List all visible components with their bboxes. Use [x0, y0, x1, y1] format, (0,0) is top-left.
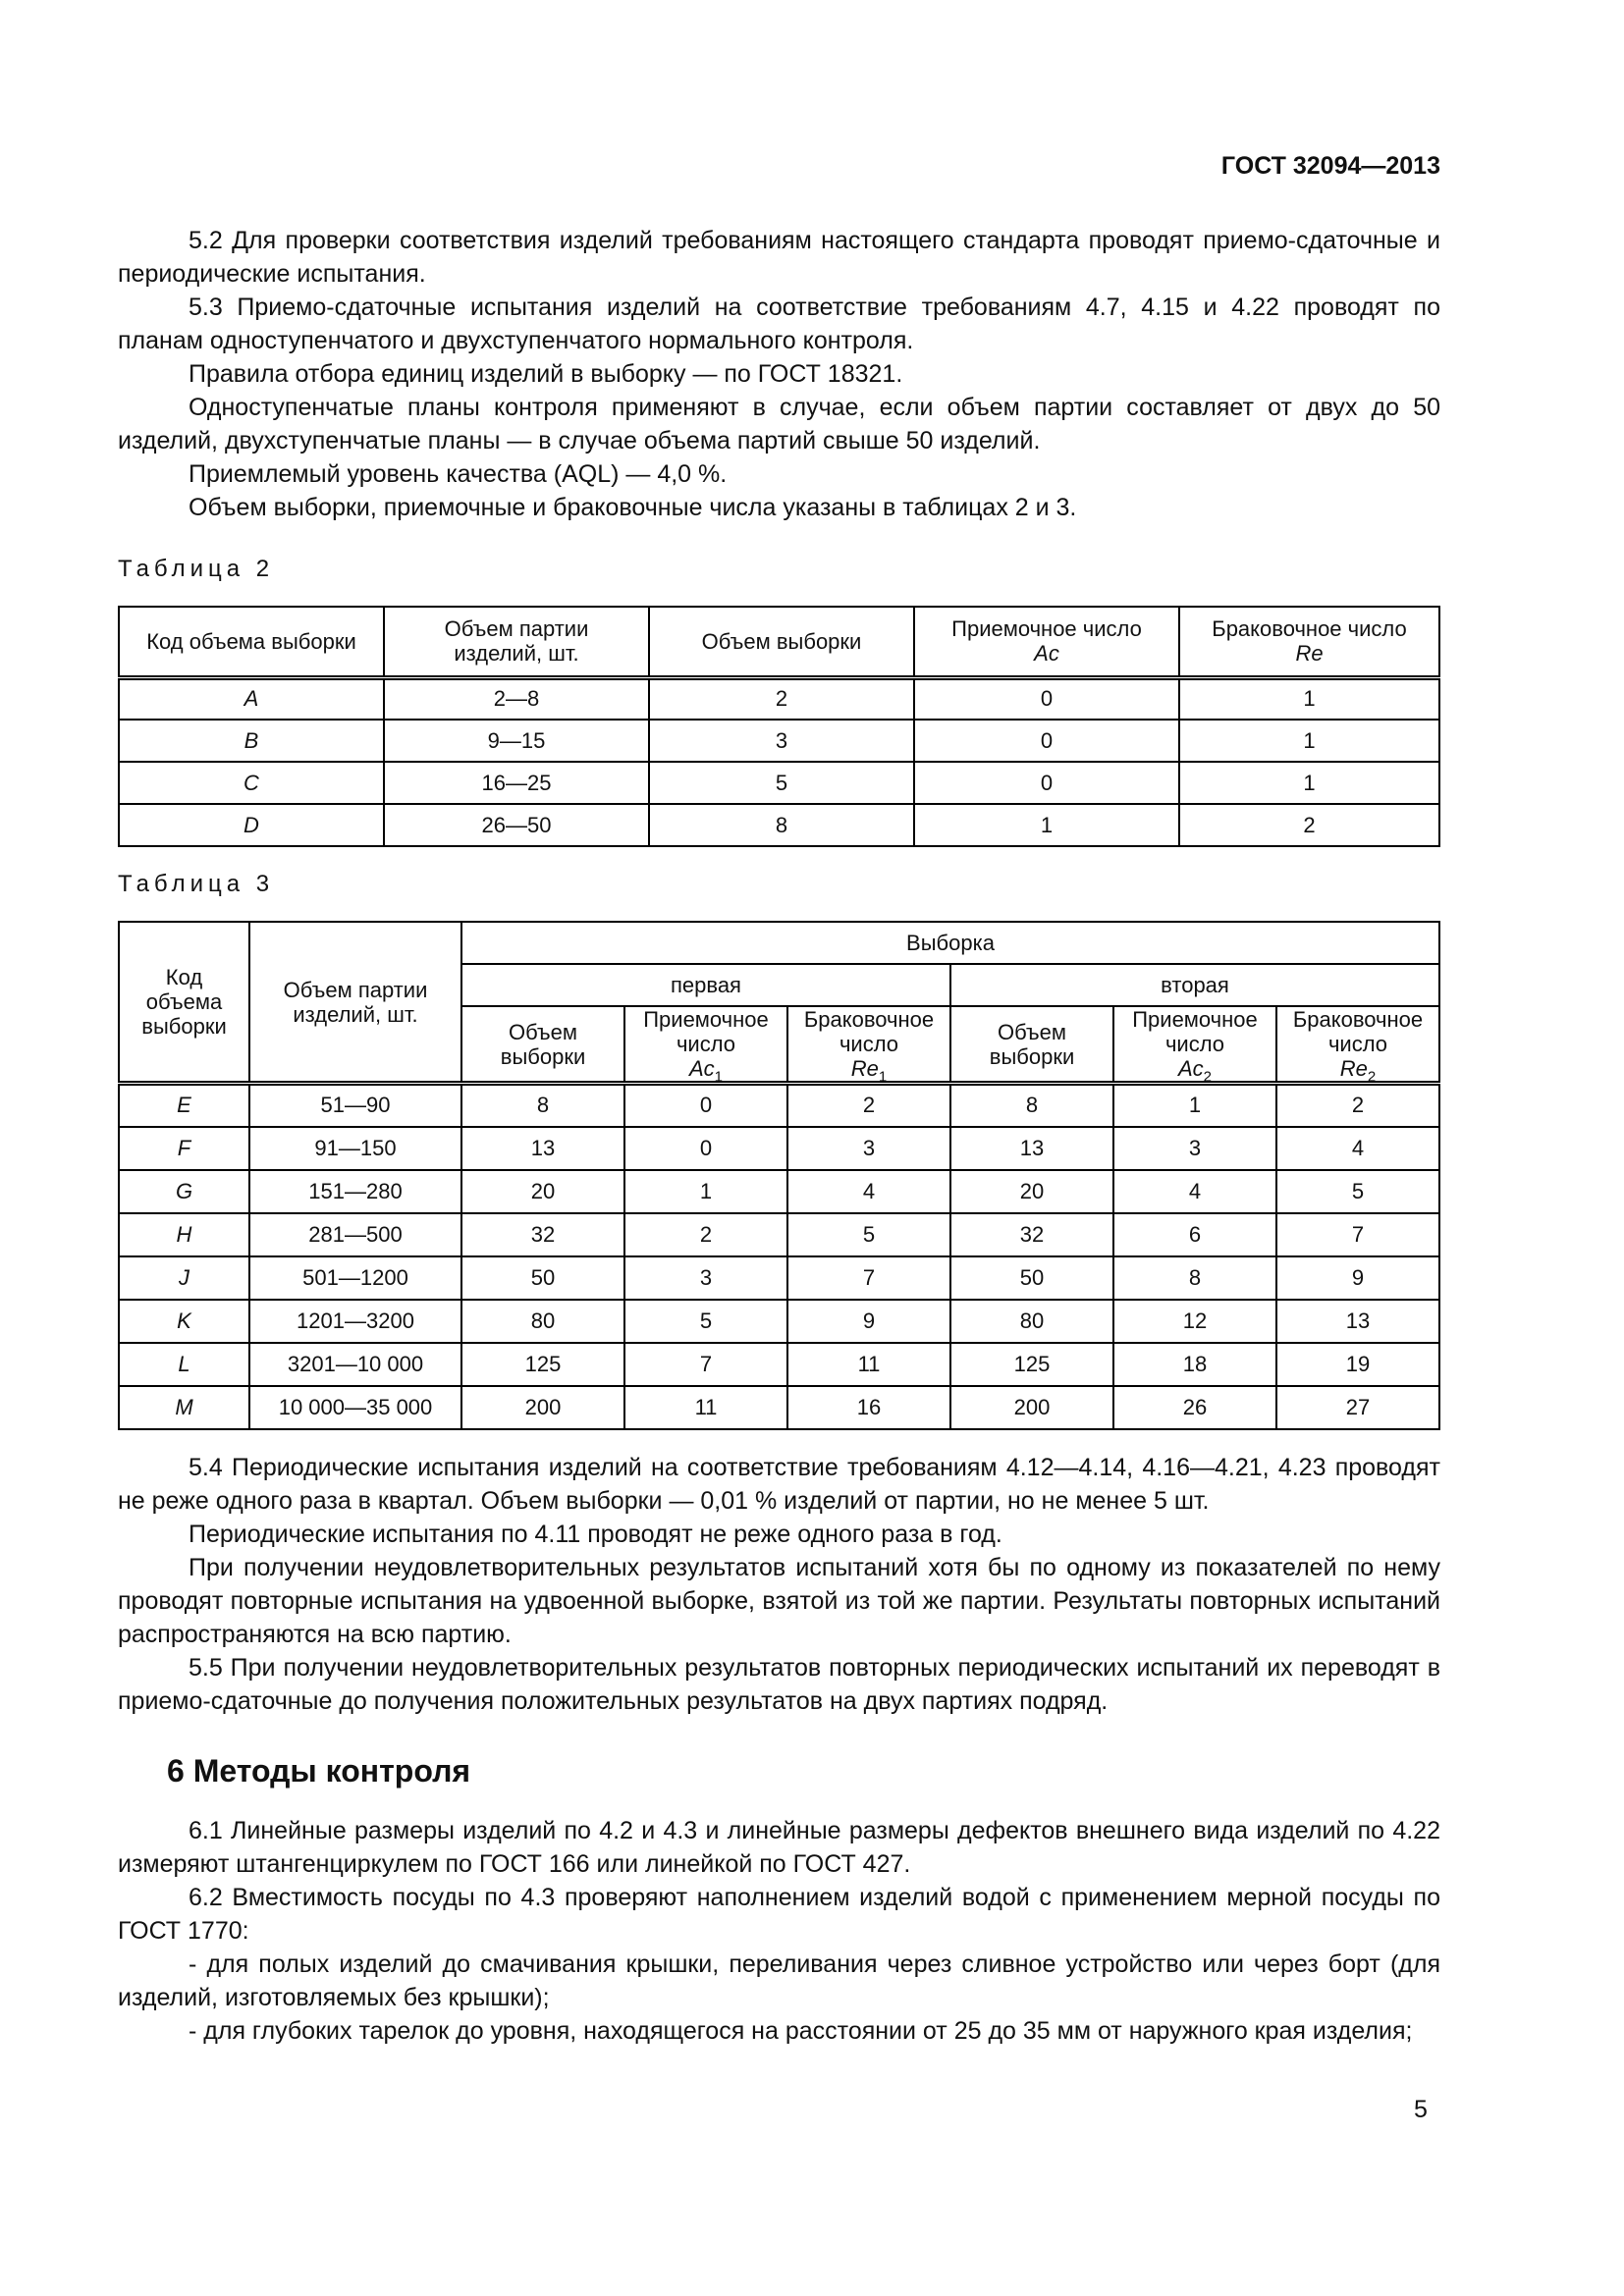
table-row [119, 677, 1439, 720]
table-cell: 20 [950, 1170, 1113, 1213]
table-cell: 125 [950, 1343, 1113, 1386]
table-cell: 6 [1113, 1213, 1276, 1256]
table-cell: 5 [787, 1213, 950, 1256]
table-cell: 26 [1113, 1386, 1276, 1429]
table-cell: 2 [649, 677, 914, 720]
table-cell: 19 [1276, 1343, 1439, 1386]
table3-caption: Таблица 3 [118, 871, 275, 897]
table-cell: G [119, 1170, 249, 1213]
table-cell: 3201—10 000 [249, 1343, 461, 1386]
table-cell: 4 [787, 1170, 950, 1213]
table-cell: 0 [914, 720, 1179, 762]
col-header-ac-1: Приемочное числоAc$_1$ [624, 1006, 787, 1084]
table-cell: 4 [1276, 1127, 1439, 1170]
table-cell: 281—500 [249, 1213, 461, 1256]
table-cell: J [119, 1256, 249, 1300]
col-header-party: Объем партии изделий, шт. [249, 922, 461, 1084]
table-row [119, 804, 1439, 846]
table-row [119, 1256, 1439, 1300]
table-cell: 0 [624, 1127, 787, 1170]
table-row [119, 1084, 1439, 1127]
table-cell: 80 [461, 1300, 624, 1343]
table-cell: 0 [624, 1084, 787, 1127]
col-header-ac: Приемочное число Ac [914, 607, 1179, 677]
table-row [119, 1213, 1439, 1256]
col-header-first: первая [461, 964, 950, 1006]
table-cell: 11 [787, 1343, 950, 1386]
table-cell: 13 [950, 1127, 1113, 1170]
table-cell: H [119, 1213, 249, 1256]
table-cell: 5 [624, 1300, 787, 1343]
col-header-re-2: Браковочное числоRe$_2$ [1276, 1006, 1439, 1084]
table-cell: 7 [1276, 1213, 1439, 1256]
table-cell: C [119, 762, 384, 804]
page-number: 5 [1414, 2096, 1428, 2123]
col-header-second: вторая [950, 964, 1439, 1006]
table-cell: 26—50 [384, 804, 649, 846]
table-row [119, 1127, 1439, 1170]
paragraph: Правила отбора единиц изделий в выборку — по ГОСТ 18321. [189, 360, 903, 388]
table-cell: 8 [461, 1084, 624, 1127]
table-cell: 125 [461, 1343, 624, 1386]
table-cell: 20 [461, 1170, 624, 1213]
paragraph: 5.3 Приемо-сдаточные испытания изделий на соответствие требованиям 4.7, 4.15 и 4.22 проводят по планам одноступенчатого и двухступенчатого нормального контроля. [118, 294, 1440, 354]
table-cell: 11 [624, 1386, 787, 1429]
col-header-sample-group: Выборка [461, 922, 1439, 964]
table-row [119, 762, 1439, 804]
table-cell: 10 000—35 000 [249, 1386, 461, 1429]
table-row [119, 1170, 1439, 1213]
col-header-re: Браковочное число Re [1179, 607, 1439, 677]
paragraph: Периодические испытания по 4.11 проводят не реже одного раза в год. [189, 1521, 1002, 1548]
table-cell: 1 [1179, 677, 1439, 720]
table-cell: 200 [950, 1386, 1113, 1429]
table-cell: 51—90 [249, 1084, 461, 1127]
table-cell: 200 [461, 1386, 624, 1429]
table-cell: 16—25 [384, 762, 649, 804]
table-cell: B [119, 720, 384, 762]
table-cell: 91—150 [249, 1127, 461, 1170]
table-row [119, 720, 1439, 762]
table-cell: 2 [787, 1084, 950, 1127]
paragraph: Объем выборки, приемочные и браковочные числа указаны в таблицах 2 и 3. [189, 494, 1077, 521]
paragraph: Приемлемый уровень качества (AQL) — 4,0 %. [189, 460, 728, 488]
table-cell: 3 [787, 1127, 950, 1170]
table-cell: 9 [787, 1300, 950, 1343]
table-cell: A [119, 677, 384, 720]
section-5-intro [118, 224, 1440, 524]
table-cell: 8 [649, 804, 914, 846]
section-6-title: 6 Методы контроля [167, 1753, 471, 1789]
col-header-re-1: Браковочное числоRe$_1$ [787, 1006, 950, 1084]
document-id: ГОСТ 32094—2013 [1220, 152, 1440, 180]
table-cell: 3 [1113, 1127, 1276, 1170]
table-cell: 1201—3200 [249, 1300, 461, 1343]
table-cell: E [119, 1084, 249, 1127]
table-cell: 1 [624, 1170, 787, 1213]
table-cell: 3 [624, 1256, 787, 1300]
table-cell: 18 [1113, 1343, 1276, 1386]
paragraph: - для полых изделий до смачивания крышки, переливания через сливное устройство или через борт (для изделий, изготовляемых без крышки); [118, 1950, 1440, 2011]
table-cell: 151—280 [249, 1170, 461, 1213]
table-cell: 501—1200 [249, 1256, 461, 1300]
table-cell: 1 [914, 804, 1179, 846]
table-cell: 0 [914, 677, 1179, 720]
paragraph: 5.5 При получении неудовлетворительных результатов повторных периодических испытаний их переводят в приемо-сдаточные до получения положительных результатов на двух партиях подряд. [118, 1654, 1440, 1715]
table-cell: 3 [649, 720, 914, 762]
paragraph: 6.2 Вместимость посуды по 4.3 проверяют наполнением изделий водой с применением мерной посуды по ГОСТ 1770: [118, 1884, 1440, 1945]
table-cell: 4 [1113, 1170, 1276, 1213]
col-header-party: Объем партии изделий, шт. [384, 607, 649, 677]
table-cell: 50 [950, 1256, 1113, 1300]
table-cell: 2 [1276, 1084, 1439, 1127]
table-cell: 2—8 [384, 677, 649, 720]
table-cell: 12 [1113, 1300, 1276, 1343]
table-2 [118, 606, 1440, 847]
table-cell: M [119, 1386, 249, 1429]
table-cell: 1 [1179, 720, 1439, 762]
table-cell: 2 [624, 1213, 787, 1256]
table-cell: 13 [461, 1127, 624, 1170]
paragraph: 5.2 Для проверки соответствия изделий требованиям настоящего стандарта проводят приемо-сдаточные и периодические испытания. [118, 227, 1440, 288]
table-cell: 9—15 [384, 720, 649, 762]
table-cell: 9 [1276, 1256, 1439, 1300]
col-header-code: Код объема выборки [119, 922, 249, 1084]
section-5-periodic [118, 1451, 1440, 1718]
paragraph: 6.1 Линейные размеры изделий по 4.2 и 4.3 и линейные размеры дефектов внешнего вида изделий по 4.22 измеряют штангенциркулем по ГОСТ 166 или линейкой по ГОСТ 427. [118, 1817, 1440, 1878]
table-cell: 32 [461, 1213, 624, 1256]
table-cell: 5 [1276, 1170, 1439, 1213]
table-cell: 1 [1179, 762, 1439, 804]
table-cell: K [119, 1300, 249, 1343]
table-cell: 13 [1276, 1300, 1439, 1343]
table-cell: 2 [1179, 804, 1439, 846]
col-header-sample: Объем выборки [649, 607, 914, 677]
table-row [119, 1300, 1439, 1343]
table-row [119, 1386, 1439, 1429]
table-cell: 80 [950, 1300, 1113, 1343]
table-cell: 8 [1113, 1256, 1276, 1300]
table-cell: 27 [1276, 1386, 1439, 1429]
paragraph: Одноступенчатые планы контроля применяют в случае, если объем партии составляет от двух до 50 изделий, двухступенчатые планы — в случае объема партий свыше 50 изделий. [118, 394, 1440, 454]
table-3 [118, 921, 1440, 1430]
table-cell: L [119, 1343, 249, 1386]
table-cell: 5 [649, 762, 914, 804]
section-6-body [118, 1814, 1440, 2048]
table-row [119, 1343, 1439, 1386]
table-cell: F [119, 1127, 249, 1170]
table-cell: 50 [461, 1256, 624, 1300]
table-cell: 7 [624, 1343, 787, 1386]
paragraph: 5.4 Периодические испытания изделий на соответствие требованиям 4.12—4.14, 4.16—4.21, 4.23 проводят не реже одного раза в квартал. Объем выборки — 0,01 % изделий от партии, но не менее 5 шт. [118, 1454, 1440, 1515]
table-cell: 8 [950, 1084, 1113, 1127]
table-cell: 16 [787, 1386, 950, 1429]
paragraph: При получении неудовлетворительных результатов испытаний хотя бы по одному из показателей по нему проводят повторные испытания на удвоенной выборке, взятой из той же партии. Результаты повторных испытаний распространяются на всю партию. [118, 1554, 1440, 1648]
table-cell: 7 [787, 1256, 950, 1300]
col-header-sample-size-2: Объем выборки [950, 1006, 1113, 1084]
paragraph: - для глубоких тарелок до уровня, находящегося на расстоянии от 25 до 35 мм от наружного края изделия; [189, 2017, 1413, 2045]
table2-caption: Таблица 2 [118, 556, 275, 582]
col-header-code: Код объема выборки [119, 607, 384, 677]
table-cell: 0 [914, 762, 1179, 804]
col-header-sample-size-1: Объем выборки [461, 1006, 624, 1084]
table-cell: 1 [1113, 1084, 1276, 1127]
table-cell: D [119, 804, 384, 846]
table-cell: 32 [950, 1213, 1113, 1256]
col-header-ac-2: Приемочное числоAc$_2$ [1113, 1006, 1276, 1084]
